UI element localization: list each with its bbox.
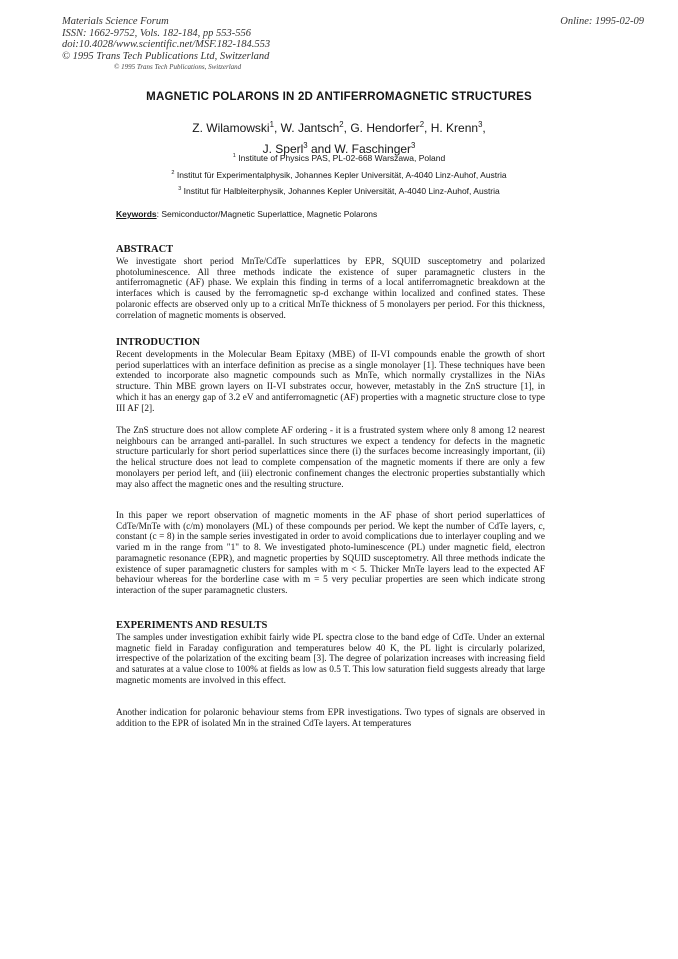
copyright-line: © 1995 Trans Tech Publications Ltd, Switzerland	[62, 50, 270, 62]
author-affil-mark: 2	[419, 120, 425, 129]
affiliation-3	[0, 186, 678, 196]
author-name: G. Hendorfer	[350, 121, 420, 135]
issn-line: ISSN: 1662-9752, Vols. 182-184, pp 553-556	[62, 27, 251, 39]
experiments-heading: EXPERIMENTS AND RESULTS	[116, 620, 268, 631]
author-line-2: J. Sperl$^3$ and W. Faschinger$^3$	[262, 141, 416, 156]
author-name: Z. Wilamowski	[192, 121, 270, 135]
author-line-1: Z. Wilamowski$^1$, W. Jantsch$^2$, G. Hendorfer$^2$, H. Krenn$^3$,	[192, 120, 486, 135]
affiliation-1	[0, 153, 678, 163]
author-affil-mark: 2	[339, 120, 344, 129]
keywords-label: Keywords	[116, 209, 157, 219]
journal-header	[62, 16, 270, 72]
author-name: J. Sperl	[262, 142, 304, 156]
journal-name: Materials Science Forum	[62, 16, 169, 27]
paper-title: MAGNETIC POLARONS IN 2D ANTIFERROMAGNETIC STRUCTURES	[146, 91, 532, 103]
author-name: W. Faschinger	[334, 142, 412, 156]
experiments-paragraph-2: Another indication for polaronic behaviour stems from EPR investigations. Two types of signals are observed in addition to the EPR of isolated Mn in the strained CdTe layers. At temperatures	[116, 708, 545, 729]
introduction-heading: INTRODUCTION	[116, 337, 201, 348]
experiments-paragraph-1: The samples under investigation exhibit fairly wide PL spectra close to the band edge of CdTe. Under an external magnetic field in Faraday configuration and temperatures below 40 K, the PL light is circularly polarized, irrespective of the polarization of the exciting beam [3]. The degree of polarization increases with increasing field and saturates at a value close to 100% at fields as low as 0.5 T. This low saturation field suggests already that large magnetic moments are involved in this effect.	[116, 633, 545, 686]
affiliation-text: Institute of Physics PAS, PL-02-668 Warszawa, Poland	[238, 153, 446, 163]
author-affil-mark: 1	[269, 120, 274, 129]
author-name: W. Jantsch	[280, 121, 340, 135]
intro-paragraph-2: The ZnS structure does not allow complete AF ordering - it is a frustrated system where only 8 among 12 nearest neighbours can be arranged anti-parallel. In such structures we expect a tendency for defects in the magnetic structure particularly for short period superlattices since there (i) the surfaces become increasingly important, (ii) the helical structure does not lead to complete compensation of the magnetic moments if there are only a few monolayers per period left, and (iii) electronic confinement changes the electronic properties substantially which may also affect the magnetic ones and the resulting structure.	[116, 426, 545, 490]
affiliation-mark: 3	[178, 186, 182, 193]
keywords-text: Semiconductor/Magnetic Superlattice, Magnetic Polarons	[161, 209, 378, 219]
abstract-heading: ABSTRACT	[116, 244, 174, 255]
affiliation-2	[0, 170, 678, 180]
keywords: Keywords: Semiconductor/Magnetic Superlattice, Magnetic Polarons	[116, 209, 378, 219]
doi-line: doi:10.4028/www.scientific.net/MSF.182-184.553	[62, 39, 271, 50]
affiliation-mark: 2	[171, 170, 175, 177]
intro-paragraph-3: In this paper we report observation of magnetic moments in the AF phase of short period superlattices of CdTe/MnTe with (c/m) monolayers (ML) of these compounds per period. We kept the number of CdTe layers, c, constant (c = 8) in the sample series investigated in order to avoid complications due to interlayer coupling and we varied m in the range from "1" to 8. We investigated photo-luminescence (PL) under magnetic field, electron paramagnetic resonance (EPR), and magnetic properties by SQUID susceptometry. All three methods indicate the existence of super paramagnetic clusters for samples with m < 5. Thicker MnTe layers lead to the expected AF behaviour whereas for the borderline case with m = 5 very peculiar properties are seen which indicate strong interaction of the super paramagnetic clusters.	[116, 511, 545, 596]
author-affil-mark: 3	[303, 141, 308, 150]
intro-paragraph-1: Recent developments in the Molecular Beam Epitaxy (MBE) of II-VI compounds enable the growth of short period superlattices with an interface definition as precise as a single monolayer [1]. These techniques have been extended to incorporate also magnetic compounds such as MnTe, which normally crystallizes in the NiAs structure. Thin MBE grown layers on II-VI substrates occur, however, metastably in the ZnS structure [1], in which it has an energy gap of 3.2 eV and antiferromagnetic (AF) properties with a magnetic structure close to type III AF [2].	[116, 350, 545, 414]
affiliation-mark: 1	[232, 153, 236, 160]
author-name: H. Krenn	[430, 121, 479, 135]
author-affil-mark: 3	[478, 120, 483, 129]
affiliation-text: Institut für Halbleiterphysik, Johannes Kepler Universität, A-4040 Linz-Auhof, Austria	[183, 186, 500, 196]
author-list	[0, 116, 678, 158]
affiliation-text: Institut für Experimentalphysik, Johannes Kepler Universität, A-4040 Linz-Auhof, Austria	[176, 170, 507, 180]
author-affil-mark: 3	[411, 141, 416, 150]
online-date: Online: 1995-02-09	[560, 16, 644, 27]
copyright-small: © 1995 Trans Tech Publications, Switzerland	[114, 63, 242, 71]
abstract-paragraph: We investigate short period MnTe/CdTe superlattices by EPR, SQUID susceptometry and polarized photoluminescence. All three methods indicate the existence of super paramagnetic clusters in the antiferromagnetic (AF) phase. We explain this finding in terms of a local antiferromagnetic breakdown at the interfaces which is caused by the ferromagnetic sp-d exchange within localized and confined states. These polaronic effects are observed only up to a critical MnTe thickness of 5 monolayers per period. For this thickness, correlation of magnetic moments is observed.	[116, 257, 545, 321]
